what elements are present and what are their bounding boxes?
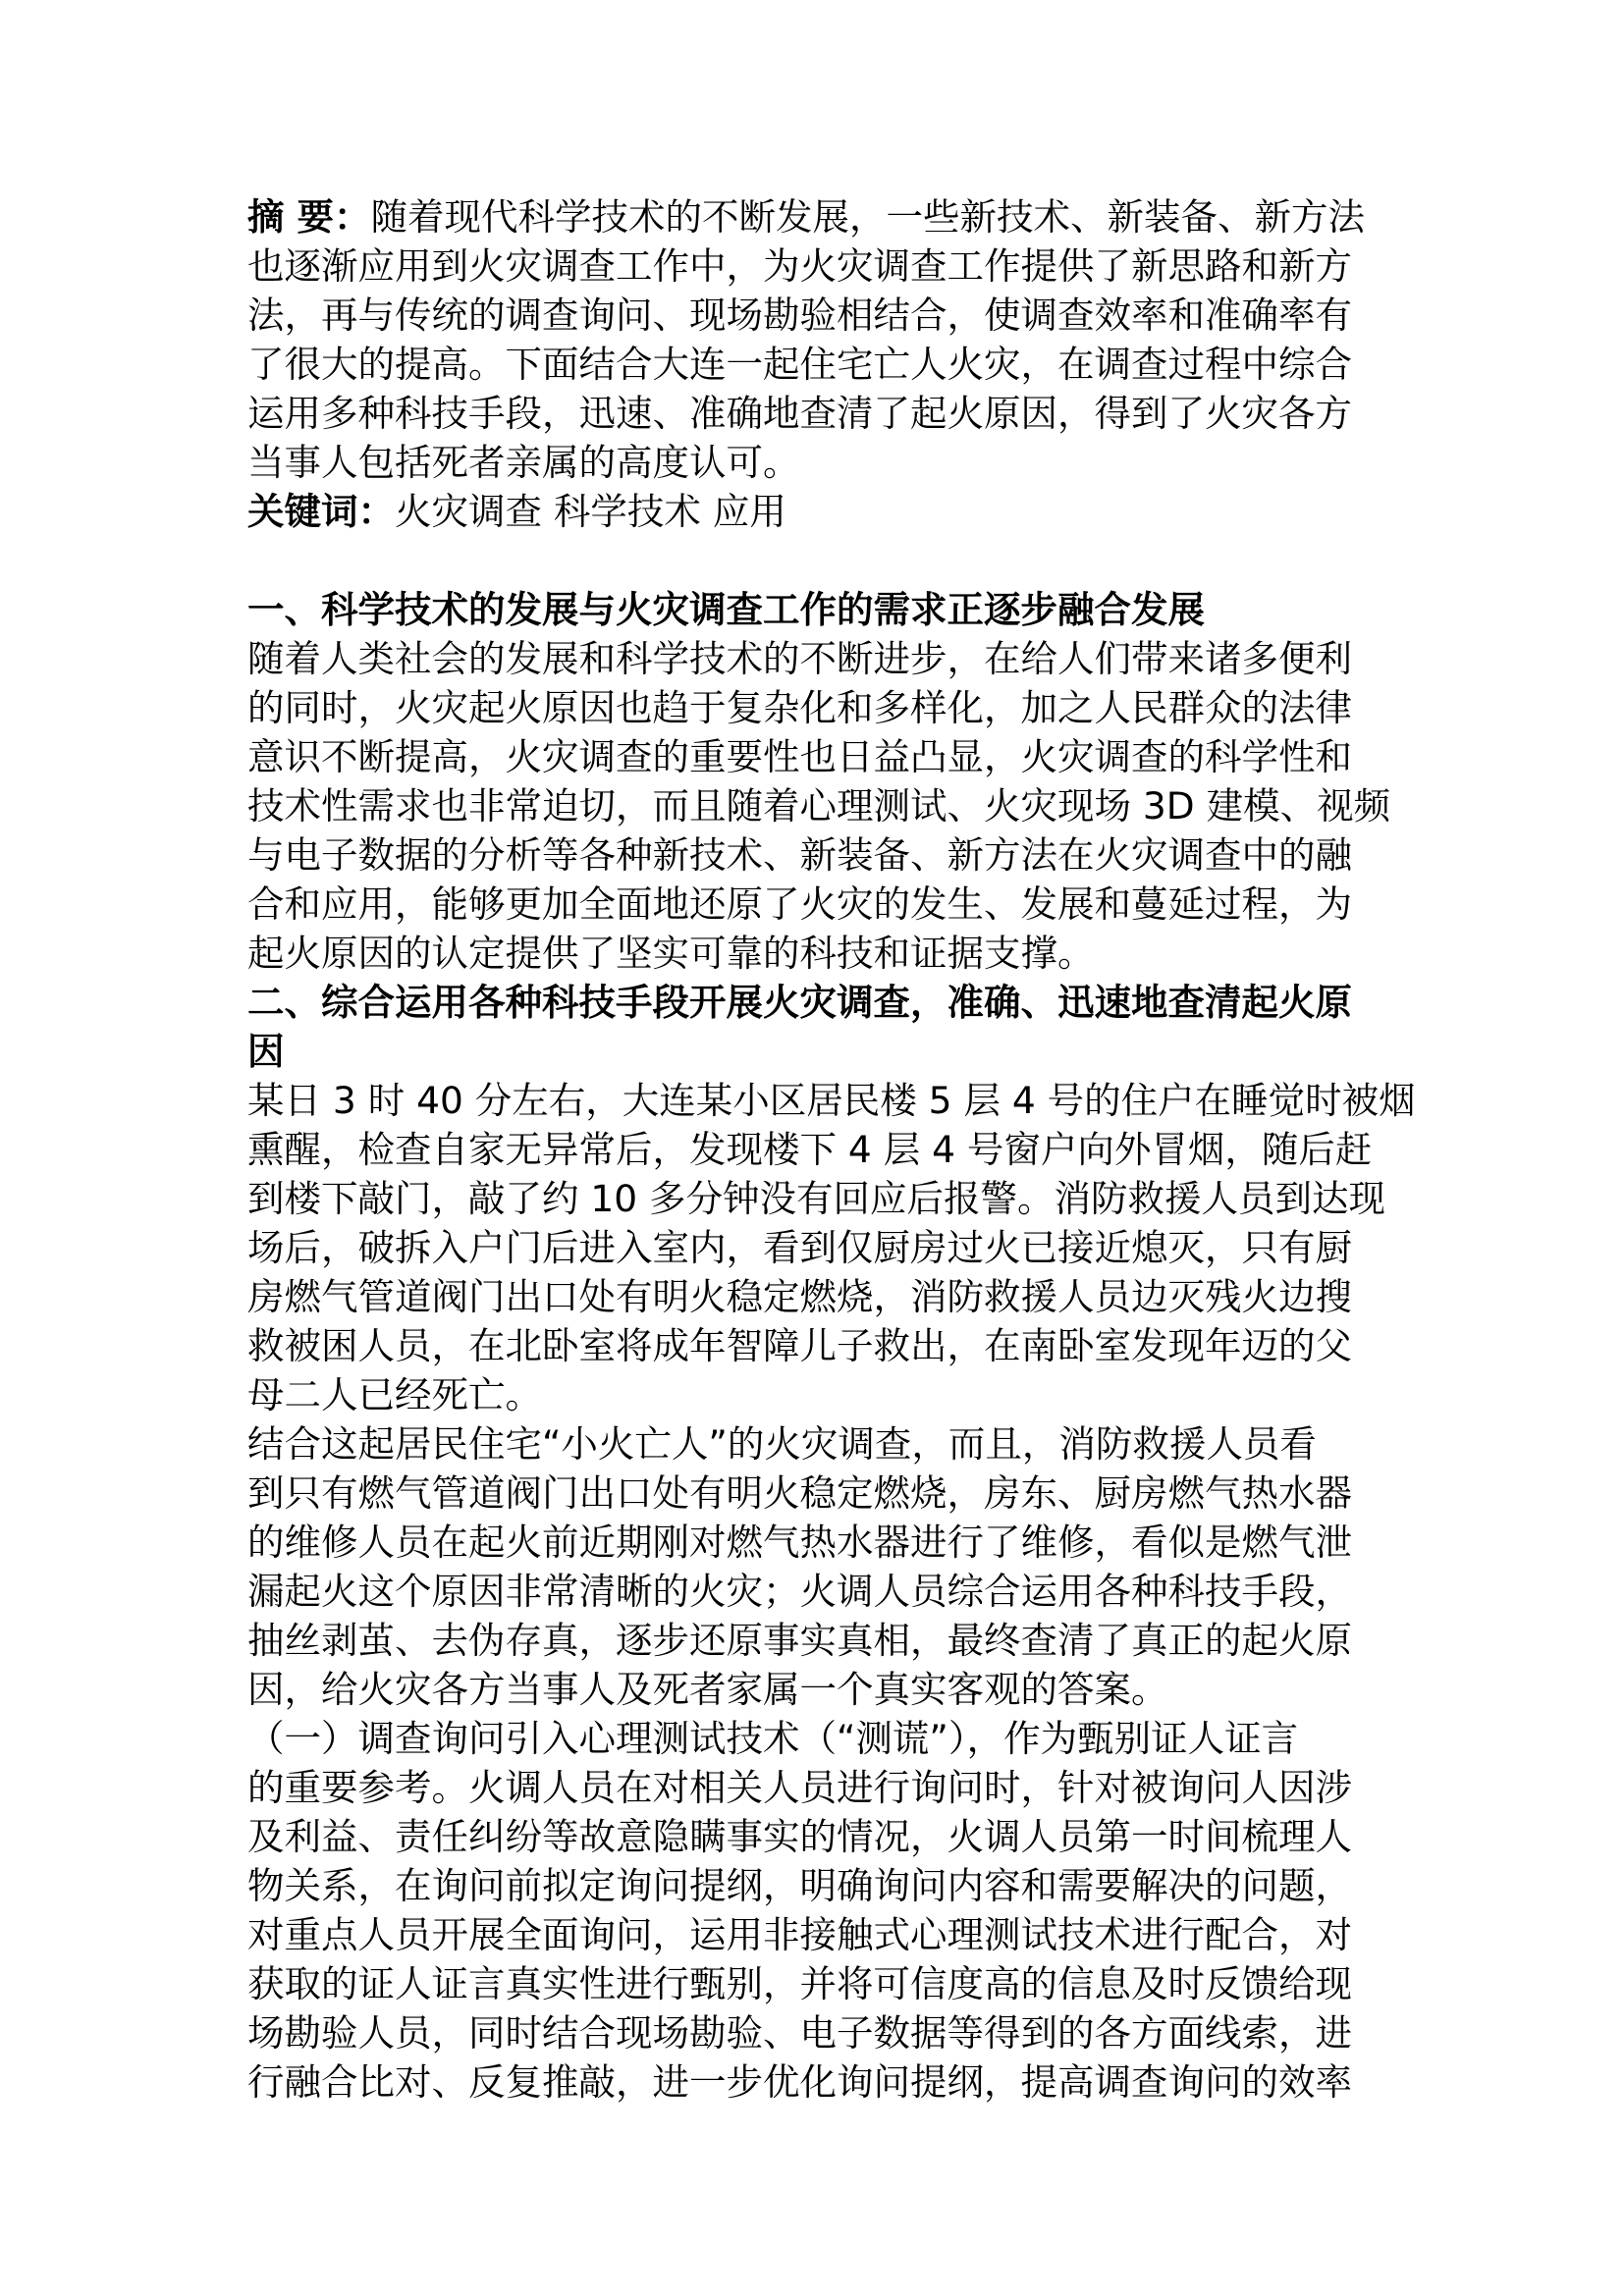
section2-para1-line: 房燃气管道阀门出口处有明火稳定燃烧，消防救援人员边灭残火边搜 [247, 1275, 1352, 1318]
keywords-label: 关键词： [247, 490, 395, 533]
section2-para2-line: 漏起火这个原因非常清晰的火灾；火调人员综合运用各种科技手段， [247, 1570, 1352, 1613]
section2-para2-line: 抽丝剥茧、去伪存真，逐步还原事实真相，最终查清了真正的起火原 [247, 1619, 1352, 1662]
section1-line: 的同时，火灾起火原因也趋于复杂化和多样化，加之人民群众的法律 [247, 686, 1352, 729]
section2-para1-line: 救被困人员，在北卧室将成年智障儿子救出，在南卧室发现年迈的父 [247, 1324, 1352, 1367]
section2-para3-line: 及利益、责任纠纷等故意隐瞒事实的情况，火调人员第一时间梳理人 [247, 1815, 1352, 1858]
section2-para3-line: 物关系，在询问前拟定询问提纲，明确询问内容和需要解决的问题， [247, 1864, 1352, 1907]
document-page [247, 192, 1416, 2107]
section1-line: 技术性需求也非常迫切，而且随着心理测试、火灾现场 3D 建模、视频 [247, 784, 1391, 828]
section2-para1-line: 到楼下敲门，敲了约 10 多分钟没有回应后报警。消防救援人员到达现 [247, 1177, 1386, 1220]
section2-para3-line: 场勘验人员，同时结合现场勘验、电子数据等得到的各方面线索，进 [247, 2011, 1352, 2055]
abstract-line: 运用多种科技手段，迅速、准确地查清了起火原因，得到了火灾各方 [247, 392, 1352, 435]
section2-para1-line: 母二人已经死亡。 [247, 1373, 542, 1416]
abstract-label: 摘 要： [247, 195, 371, 239]
abstract-line: 也逐渐应用到火灾调查工作中，为火灾调查工作提供了新思路和新方 [247, 244, 1352, 288]
keywords-line [247, 487, 1391, 536]
abstract-line: 当事人包括死者亲属的高度认可。 [247, 441, 800, 484]
section2-para2-line: 因，给火灾各方当事人及死者家属一个真实客观的答案。 [247, 1668, 1168, 1711]
section1-line: 合和应用，能够更加全面地还原了火灾的发生、发展和蔓延过程，为 [247, 882, 1352, 926]
section2-para3-line: 行融合比对、反复推敲，进一步优化询问提纲，提高调查询问的效率 [247, 2060, 1352, 2104]
abstract-line: 法，再与传统的调查询问、现场勘验相结合，使调查效率和准确率有 [247, 294, 1352, 337]
section1-line: 与电子数据的分析等各种新技术、新装备、新方法在火灾调查中的融 [247, 833, 1352, 877]
section2-heading: 二、综合运用各种科技手段开展火灾调查，准确、迅速地查清起火原 [247, 981, 1352, 1024]
section1-line: 随着人类社会的发展和科学技术的不断进步，在给人们带来诸多便利 [247, 637, 1352, 680]
section1-heading: 一、科学技术的发展与火灾调查工作的需求正逐步融合发展 [247, 588, 1205, 631]
section2-para3-line: 获取的证人证言真实性进行甄别，并将可信度高的信息及时反馈给现 [247, 1962, 1352, 2005]
section1-line: 意识不断提高，火灾调查的重要性也日益凸显，火灾调查的科学性和 [247, 735, 1352, 778]
abstract-line-1 [247, 192, 1391, 241]
section2-para1-line: 某日 3 时 40 分左右，大连某小区居民楼 5 层 4 号的住户在睡觉时被烟 [247, 1079, 1416, 1122]
section2-para2-line: 结合这起居民住宅“小火亡人”的火灾调查，而且，消防救援人员看 [247, 1422, 1317, 1466]
section1-line: 起火原因的认定提供了坚实可靠的科技和证据支撑。 [247, 932, 1095, 975]
section2-para3-line: 的重要参考。火调人员在对相关人员进行询问时，针对被询问人因涉 [247, 1766, 1352, 1809]
section2-para3-line: 对重点人员开展全面询问，运用非接触式心理测试技术进行配合，对 [247, 1913, 1352, 1956]
section2-heading: 因 [247, 1030, 285, 1073]
keywords-text: 火灾调查 科学技术 应用 [395, 490, 786, 533]
paragraph-spacer [247, 536, 1391, 585]
section2-para1-line: 熏醒，检查自家无异常后，发现楼下 4 层 4 号窗户向外冒烟，随后赶 [247, 1128, 1373, 1171]
section2-para1-line: 场后，破拆入户门后进入室内，看到仅厨房过火已接近熄灭，只有厨 [247, 1226, 1352, 1269]
section2-para2-line: 到只有燃气管道阀门出口处有明火稳定燃烧，房东、厨房燃气热水器 [247, 1471, 1352, 1515]
abstract-text: 随着现代科学技术的不断发展，一些新技术、新装备、新方法 [370, 195, 1366, 239]
section2-para2-line: 的维修人员在起火前近期刚对燃气热水器进行了维修，看似是燃气泄 [247, 1521, 1352, 1564]
abstract-line: 了很大的提高。下面结合大连一起住宅亡人火灾，在调查过程中综合 [247, 343, 1352, 386]
section2-para3-line: （一）调查询问引入心理测试技术（“测谎”），作为甄别证人证言 [247, 1717, 1299, 1760]
